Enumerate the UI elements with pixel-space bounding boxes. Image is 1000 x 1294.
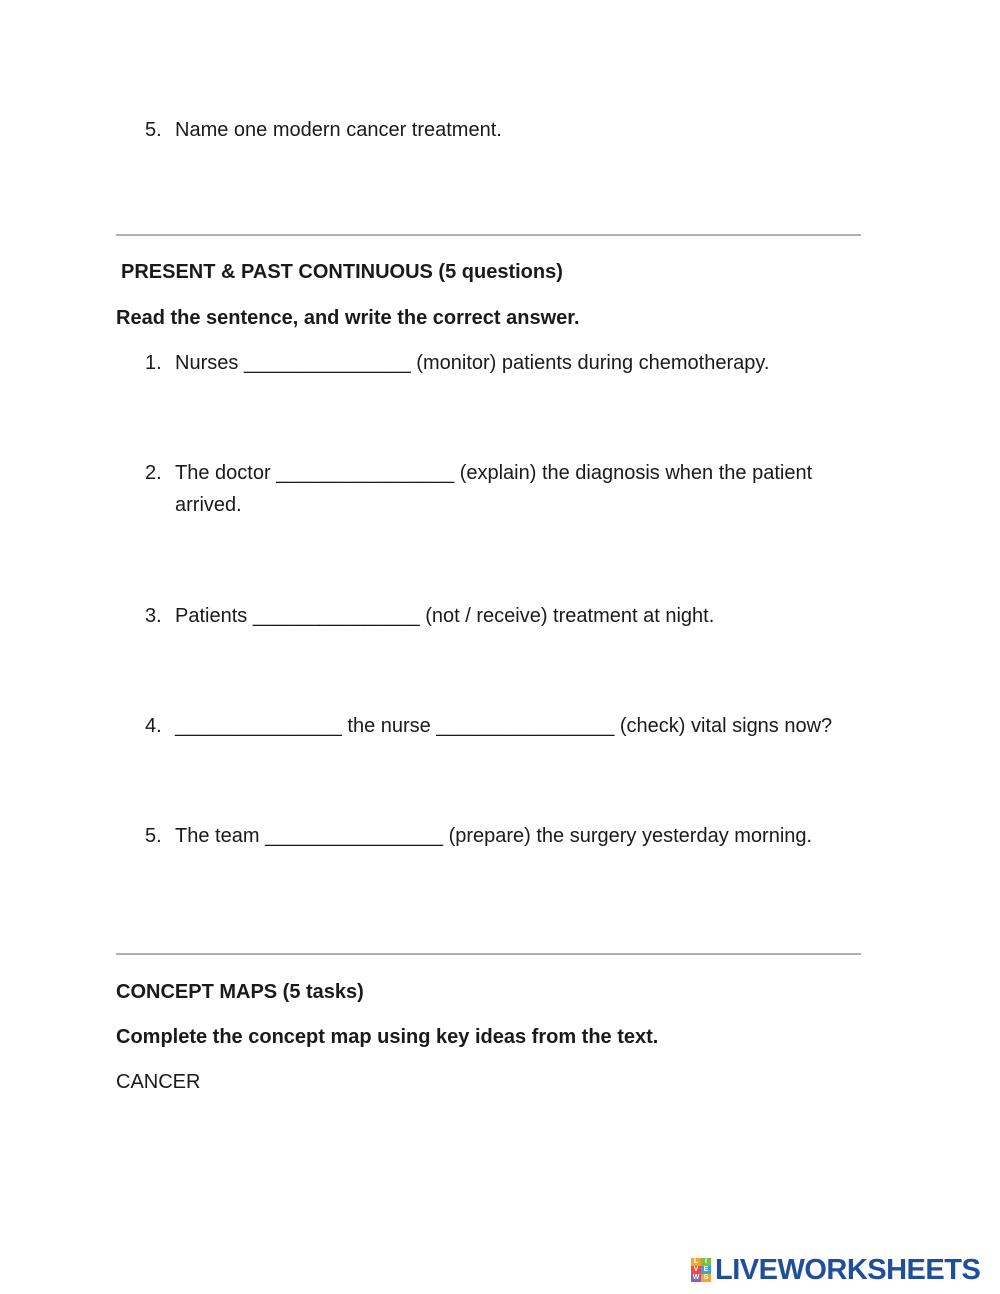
item-text: The team ________________ (prepare) the surgery yesterday morning. — [175, 825, 813, 847]
section-heading: PRESENT & PAST CONTINUOUS (5 questions) — [121, 261, 563, 283]
item-number: 2. — [145, 462, 162, 484]
logo-mark-letter: L — [691, 1258, 701, 1266]
item-text: Nurses _______________ (monitor) patients during chemotherapy. — [175, 352, 770, 374]
logo-mark-letter: E — [701, 1266, 711, 1274]
section-instruction: Read the sentence, and write the correct answer. — [116, 307, 580, 329]
section-heading: CONCEPT MAPS (5 tasks) — [116, 981, 364, 1003]
concept-map-label: CANCER — [116, 1071, 201, 1093]
item-text: The doctor ________________ (explain) the diagnosis when the patient arrived. — [175, 462, 813, 516]
logo-mark-icon — [691, 1258, 711, 1282]
section-divider — [116, 953, 861, 955]
logo-mark-letter: V — [691, 1266, 701, 1274]
item-number: 4. — [145, 715, 162, 737]
question-number: 5. — [145, 119, 162, 141]
item-number: 5. — [145, 825, 162, 847]
logo-wordmark: LIVEWORKSHEETS — [715, 1254, 981, 1286]
logo-mark-letter: I — [701, 1258, 711, 1266]
item-number: 1. — [145, 352, 162, 374]
item-number: 3. — [145, 605, 162, 627]
item-text: Patients _______________ (not / receive) treatment at night. — [175, 605, 715, 627]
section-divider — [116, 234, 861, 236]
section-instruction: Complete the concept map using key ideas from the text. — [116, 1026, 659, 1048]
question-text: Name one modern cancer treatment. — [175, 119, 502, 141]
item-text: _______________ the nurse ________________ (check) vital signs now? — [175, 715, 833, 737]
logo-mark-letter: W — [692, 1274, 700, 1281]
liveworksheets-logo — [691, 1254, 980, 1286]
logo-mark-letter: S — [701, 1274, 711, 1282]
